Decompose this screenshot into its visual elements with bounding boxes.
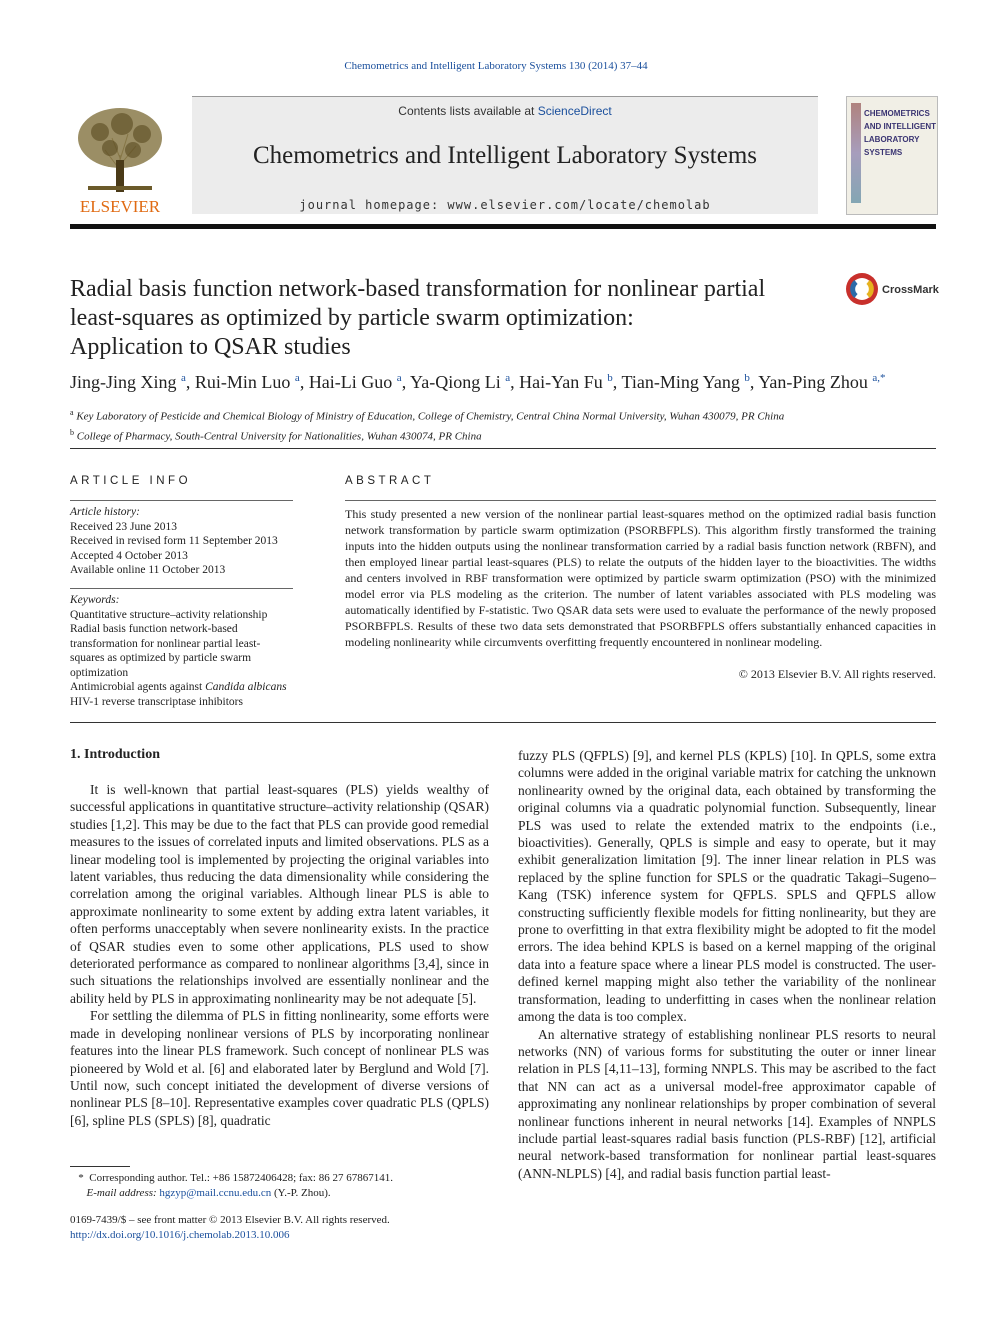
- doi-link[interactable]: http://dx.doi.org/10.1016/j.chemolab.2013.10.006: [70, 1229, 290, 1241]
- footnote-line: * Corresponding author. Tel.: +86 15872406428; fax: 86 27 67867141.: [70, 1172, 393, 1184]
- keyword: Quantitative structure–activity relationship: [70, 608, 268, 621]
- crossmark-icon: [845, 272, 879, 306]
- history-item: Received in revised form 11 September 2013: [70, 535, 278, 547]
- contents-prefix: Contents lists available at: [398, 104, 538, 118]
- contents-line: [192, 104, 818, 118]
- article-info-heading: ARTICLE INFO: [70, 475, 192, 487]
- email-label: E-mail address:: [86, 1187, 160, 1199]
- keyword: HIV-1 reverse transcriptase inhibitors: [70, 695, 243, 708]
- author-name[interactable]: Rui-Min Luo: [194, 372, 291, 392]
- corresponding-author-footnote: [70, 1171, 489, 1201]
- body-paragraph: An alternative strategy of establishing nonlinear PLS resorts to neural networks (NN) of various forms for substituting the outer or inner linear relation in PLS [4,11–13], forming NNPLS. This may be ascribed to the fact that NN can act as a universal model-free approximator capable of approximating any nonlinear relationships by proper combination of several nonlinear functions inherent in neural networks [14]. Examples of NNPLS include partial least-squares radial basis function (PLS-RBF) [12], artificial neural network-based transformation for nonlinear partial least-squares (ANN-NLPLS) [4], and radial basis function partial least-: [518, 1026, 936, 1181]
- history-item: Available online 11 October 2013: [70, 564, 226, 576]
- email-suffix: (Y.-P. Zhou).: [271, 1187, 331, 1199]
- history-label: Article history:: [70, 506, 140, 518]
- abstract-copyright: © 2013 Elsevier B.V. All rights reserved.: [738, 667, 936, 681]
- crossmark-badge[interactable]: [845, 272, 879, 311]
- footnote-rule: [70, 1166, 130, 1167]
- abstract-rule: [345, 500, 936, 501]
- author-affiliation-mark[interactable]: a: [505, 372, 511, 384]
- body-paragraph: It is well-known that partial least-squares (PLS) yields wealthy of successful applications in quantitative structure–activity relationship (QSAR) studies [1,2]. This may be due to the fact that PLS can provide good remedial measures to the issues of correlated inputs and limited observations. PLS as a linear modeling tool is implemented by projecting the original variables into latent variables, thus reducing the data dimensionality while considering the correlation among the original variables. Although linear PLS is able to approximate nonlinearity to some extent by adding extra latent variables, it often performs unacceptably when severe nonlinearity exists. In the practice of QSAR studies even to some other applications, PLS used to show deteriorated performance as compared to nonlinear algorithms [3,4], since in such situations the relationships involved are essentially nonlinear and the ability held by PLS in approximating nonlinearity may be not adequate [5].: [70, 782, 489, 1006]
- abstract-text: This study presented a new version of the nonlinear partial least-squares method on the optimized radial basis function network transformation by particle swarm optimization (PSORBFPLS). This algorithm firstly transformed the training inputs into the hidden outputs using the nonlinear transformation carried by a radial basis function network (RBFN), and then employed linear partial least-squares (PLS) to relate the outputs of the hidden layer to the bioactivities. The widths and centers involved in RBF transformation were optimized by particle swarm optimization (PSO) with the minimized model error via PLS modeling as the criterion. The number of latent variables associated with PLS modeling was automatically identified by F-statistic. Two QSAR data sets were used to evaluate the performance of the newly proposed PSORBFPLS. Results of these two data sets demonstrated that PSORBFPLS offers substantially enhanced capacities in modeling nonlinearity while circumvents overfitting frequently encountered in nonlinear modeling.: [345, 507, 936, 649]
- introduction-heading: 1. Introduction: [70, 747, 160, 762]
- journal-reference[interactable]: Chemometrics and Intelligent Laboratory Systems 130 (2014) 37–44: [344, 60, 648, 72]
- cover-line: AND INTELLIGENT: [864, 122, 936, 131]
- affiliations: [70, 405, 784, 444]
- body-paragraph: For settling the dilemma of PLS in fitting nonlinearity, some efforts were made in developing nonlinear versions of PLS by incorporating nonlinear features into the linear PLS framework. Such concept of nonlinear PLS was pioneered by Wold et al. [6] and elaborated later by Berglund and Wold [7]. Until now, such concept initiated the development of diverse versions of nonlinear PLS [8–10]. Representative examples cover quadratic PLS (QPLS) [6], spline PLS (SPLS) [8], quadratic: [70, 1008, 489, 1128]
- author-name[interactable]: Ya-Qiong Li: [410, 372, 501, 392]
- author-list: Jing-Jing Xing $^a$, Rui-Min Luo $^a$, Hai-Li Guo $^a$, Ya-Qiong Li $^a$, Hai-Yan Fu $^b$, Tian-Ming Yang $^b$, Yan-Ping Zhou $^{a,*}$: [70, 372, 886, 392]
- article-info-rule: [70, 500, 293, 501]
- author-affiliation-mark[interactable]: b: [607, 372, 613, 384]
- keyword: [70, 680, 300, 695]
- elsevier-wordmark: ELSEVIER: [79, 197, 161, 215]
- author-affiliation-mark[interactable]: b: [744, 372, 750, 384]
- article-history: [70, 505, 300, 578]
- author-name[interactable]: Hai-Li Guo: [308, 372, 393, 392]
- affiliation-mark: a: [70, 408, 74, 417]
- abstract-heading: ABSTRACT: [345, 475, 435, 487]
- author-affiliation-mark[interactable]: a,*: [872, 372, 886, 384]
- body-paragraph: fuzzy PLS (QFPLS) [9], and kernel PLS (KPLS) [10]. In QPLS, some extra columns were added in the original variable matrix for catching the unknown nonlinearity owned by the original data, each obtained by transforming the original columns via a quadratic polynomial function. Subsequently, linear PLS was used to relate the extended matrix to the endpoints (i.e., bioactivities). Generally, QPLS is simple and easy to operate, but it may exhibit generalization limitation [9]. The inner linear relation in PLS was replaced by the spline function for SPLS or the quadratic Takagi–Sugeno–Kang (TSK) inference system for QFPLS. SPLS and QFPLS allow constructing sufficiently flexible models for fitting nonlinearity, but they are prone to overfitting in that extra flexibility might be adopted to fit the model errors. The idea behind KPLS is based on a kernel mapping of the original data into a feature space where a linear PLS model is constructed. The user-defined kernel mapping might also tether the variability of the nonlinear transformation, leading to underfitting in cases when the nonlinear relation among the data is too complex.: [518, 748, 936, 1025]
- cover-line: CHEMOMETRICS: [864, 109, 930, 118]
- elsevier-tree-icon: [70, 100, 170, 215]
- author-affiliation-mark[interactable]: a: [294, 372, 300, 384]
- journal-title: Chemometrics and Intelligent Laboratory Systems: [252, 142, 758, 169]
- body-column-right: [518, 747, 936, 1182]
- sciencedirect-link[interactable]: ScienceDirect: [537, 104, 612, 118]
- affiliation-text: Key Laboratory of Pesticide and Chemical Biology of Ministry of Education, College of Chemistry, Central China Normal University, Wuhan 430079, PR China: [76, 410, 785, 423]
- affiliation: [70, 425, 784, 445]
- header-divider: [70, 224, 936, 229]
- cover-graphic: [851, 103, 861, 203]
- author-name[interactable]: Yan-Ping Zhou: [758, 372, 868, 392]
- footnote-line: [70, 1186, 489, 1201]
- title-line: Application to QSAR studies: [70, 334, 351, 360]
- corresponding-author-contact: Corresponding author. Tel.: +86 15872406428; fax: 86 27 67867141.: [89, 1172, 393, 1184]
- author-name[interactable]: Jing-Jing Xing: [70, 372, 177, 392]
- paper-title: [70, 275, 810, 362]
- cover-line: SYSTEMS: [864, 148, 903, 157]
- journal-homepage[interactable]: journal homepage: www.elsevier.com/locate/chemolab: [299, 198, 711, 212]
- keyword: squares as optimized by particle swarm: [70, 652, 252, 664]
- section-divider: [70, 448, 936, 449]
- history-item: Received 23 June 2013: [70, 520, 177, 533]
- affiliation-mark: b: [70, 427, 74, 437]
- crossmark-label[interactable]: CrossMark: [882, 284, 939, 296]
- email-link[interactable]: hgzyp@mail.ccnu.edu.cn: [159, 1187, 272, 1199]
- author-affiliation-mark[interactable]: a: [181, 372, 186, 384]
- keyword: transformation for nonlinear partial least-: [70, 637, 261, 650]
- keyword: Radial basis function network-based: [70, 623, 238, 635]
- title-line: Radial basis function network-based transformation for nonlinear partial: [70, 276, 766, 302]
- journal-cover-thumbnail[interactable]: [846, 96, 938, 215]
- history-item: Accepted 4 October 2013: [70, 549, 188, 562]
- author-affiliation-mark[interactable]: a: [396, 372, 402, 384]
- keywords-label: Keywords:: [70, 594, 120, 606]
- cover-line: LABORATORY: [864, 135, 920, 144]
- keyword-italic: Candida albicans: [205, 681, 287, 693]
- author-name[interactable]: Tian-Ming Yang: [621, 372, 740, 392]
- issn-line: 0169-7439/$ – see front matter © 2013 Elsevier B.V. All rights reserved.: [70, 1214, 390, 1226]
- keyword: optimization: [70, 666, 129, 679]
- affiliation: [70, 405, 784, 425]
- keywords-list: [70, 593, 300, 709]
- author-name[interactable]: Hai-Yan Fu: [519, 372, 603, 392]
- affiliation-text: College of Pharmacy, South-Central University for Nationalities, Wuhan 430074, PR China: [76, 430, 482, 443]
- body-column-left: [70, 781, 489, 1129]
- keywords-rule: [70, 588, 293, 589]
- cover-title: [864, 107, 936, 159]
- title-line: least-squares as optimized by particle swarm optimization:: [70, 305, 634, 331]
- elsevier-logo: [70, 100, 170, 215]
- front-matter: [70, 1213, 390, 1243]
- section-divider: [70, 722, 936, 723]
- keyword-text: Antimicrobial agents against: [70, 681, 206, 693]
